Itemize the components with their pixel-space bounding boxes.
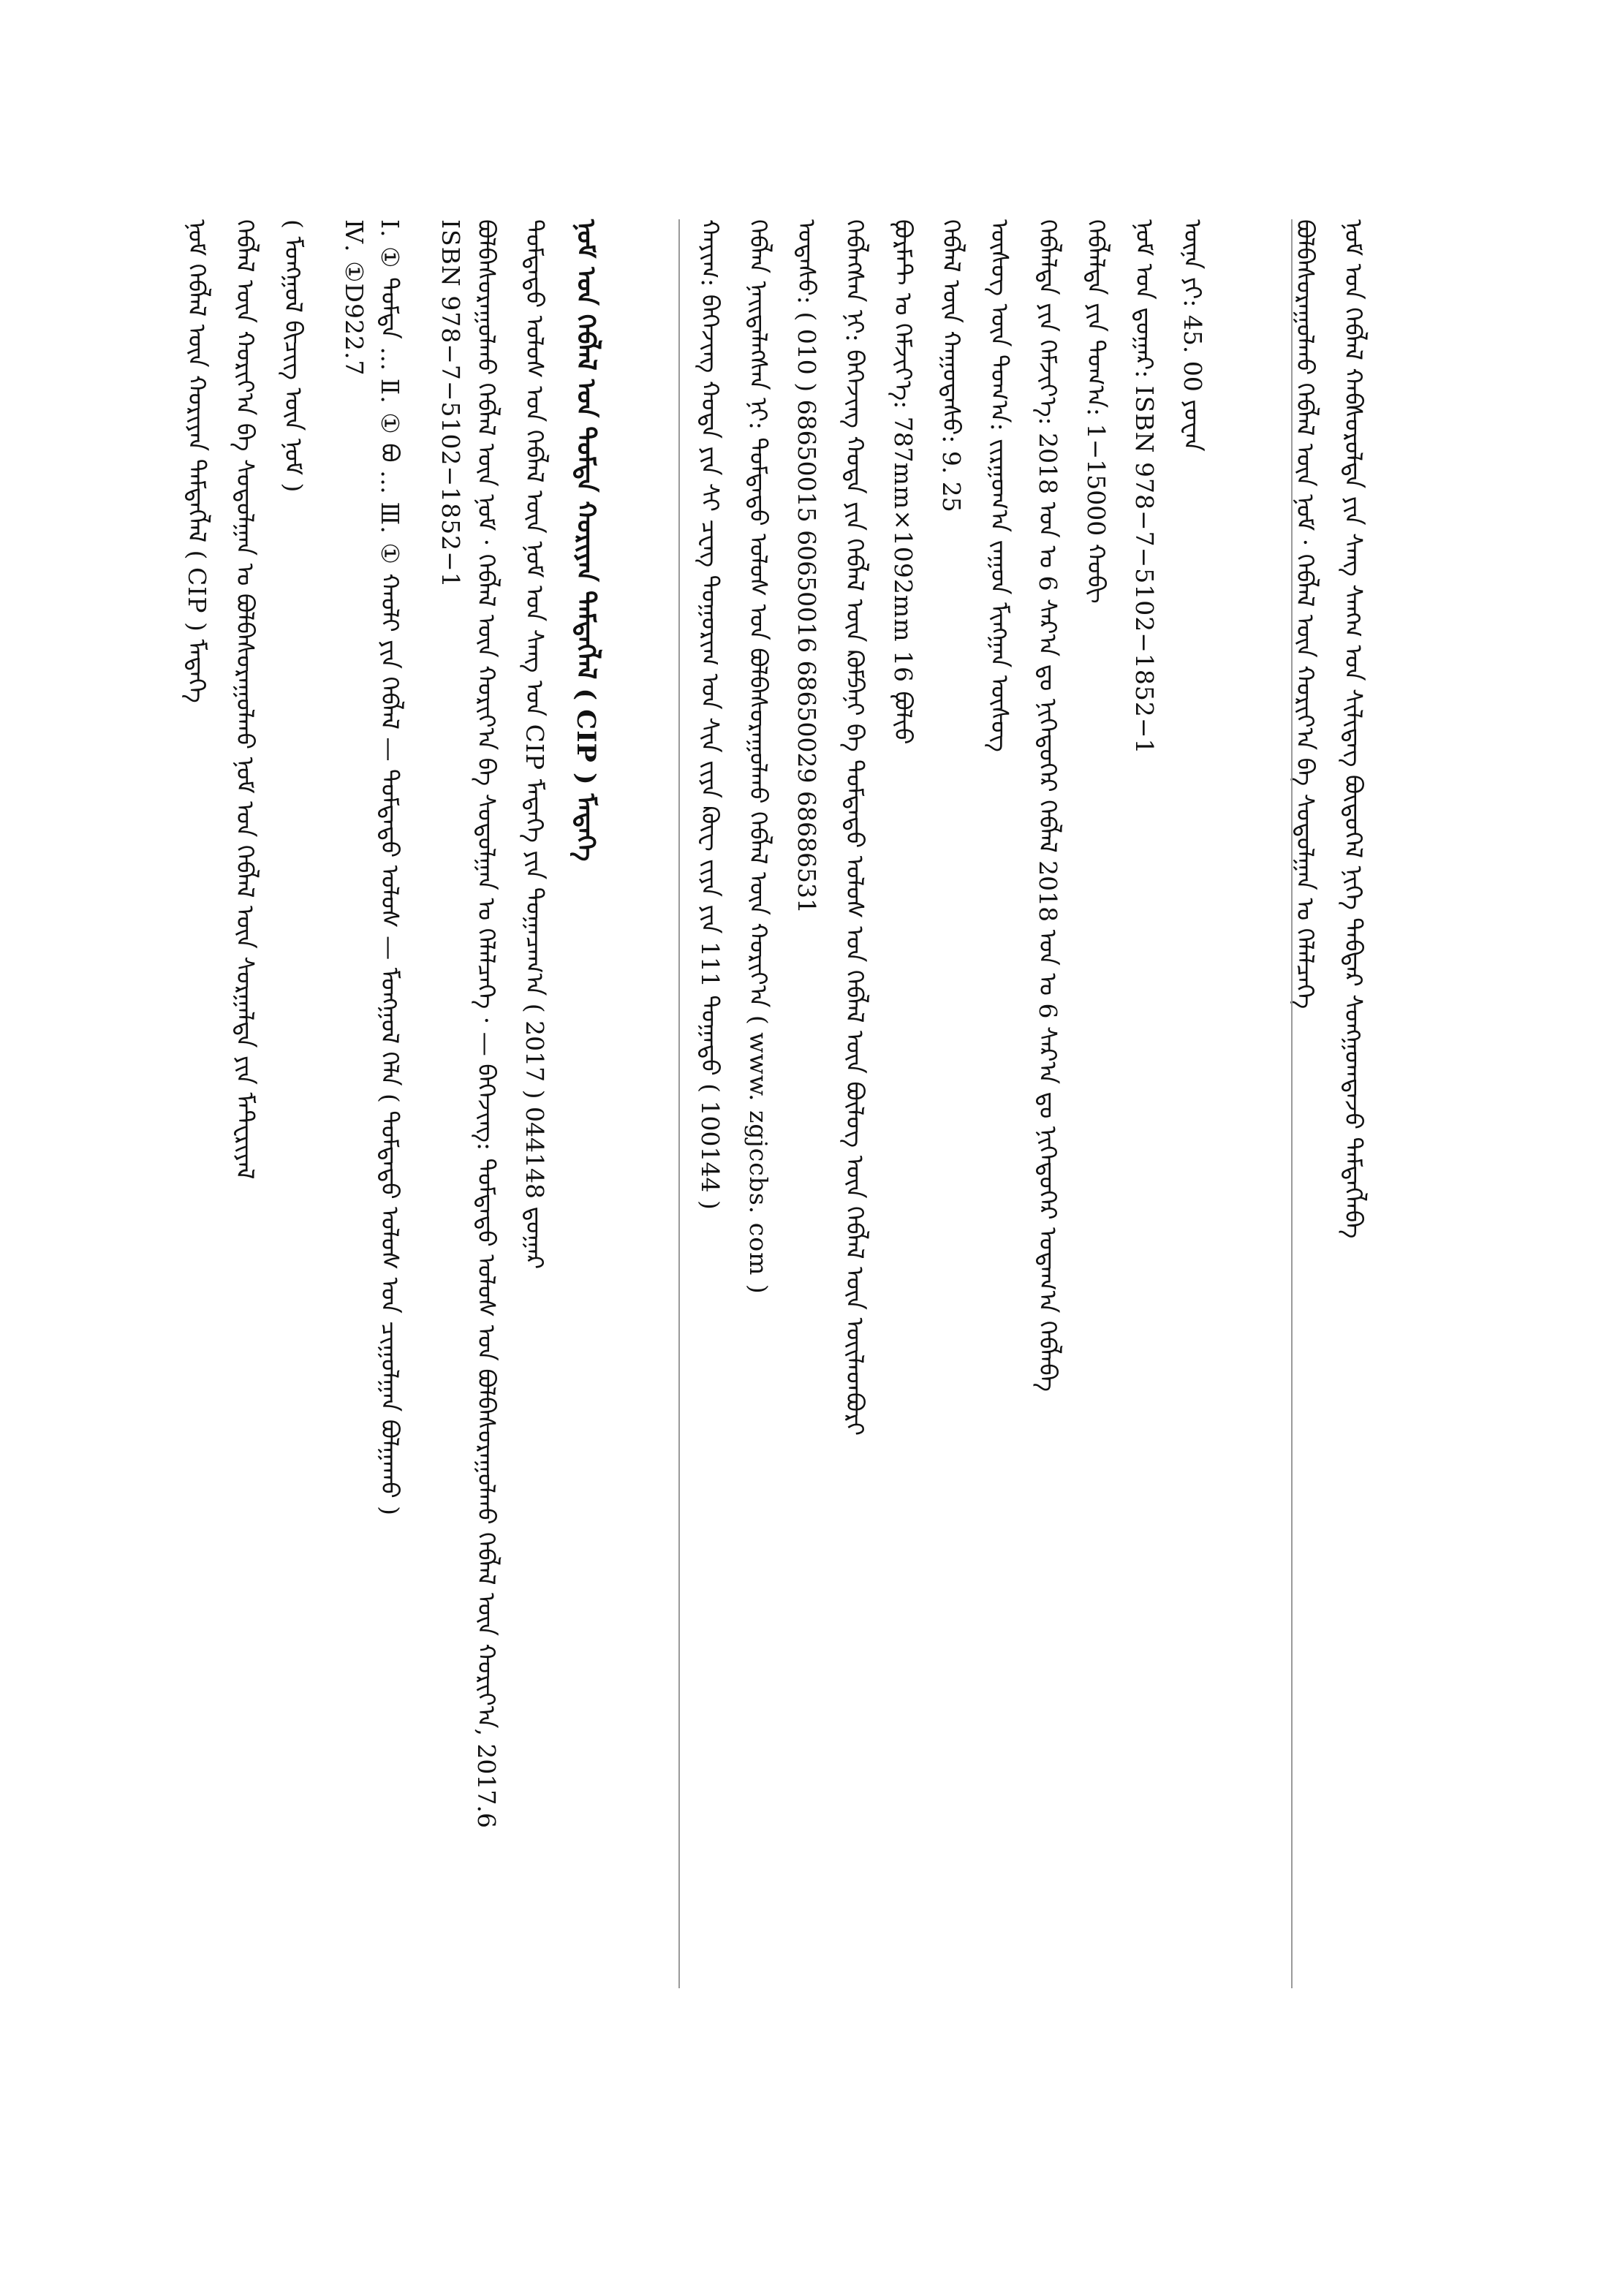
divider-bottom — [678, 219, 680, 1988]
footer-line-2: ᠨᠣᠮ ᠬᠡᠪᠯᠡᠯ ᠦᠨ ᠬᠣᠷᠢᠶᠠᠨ ᠲᠡᠮᠳᠡᠭᠯᠡᠯ ( CIP ) ᠮᠡᠳᠡᠭᠡ — [183, 219, 211, 703]
word-count-line: ᠦᠰᠦᠭ ᠦᠨ ᠲᠣᠭ᠎ᠠ: ᠵᠢᠷᠭᠤᠭ᠎ᠠ ᠵᠠᠭᠤᠨ ᠮᠢᠩᠭ᠋ᠠᠨ ᠦᠰᠦᠭ — [985, 219, 1014, 752]
series-title: ᠨᠣᠮ ᠤᠨ ᠬᠡᠪᠯᠡᠯ ᠬᠠᠪᠰᠤᠷᠤᠯᠲᠠ ᠶᠢᠨ ᠰᠠᠩ ᠰᠠᠩᠭ᠋ ᠤᠨ ᠰᠢᠯᠢᠳᠡᠭ ᠪᠦᠲᠦᠭᠡᠯ ᠨᠢᠭᠡ ᠳᠡᠪᠲᠡᠷ ᠰᠣᠩᠭ᠋ᠤᠭᠳᠠᠵᠤ ᠲᠡᠮᠳᠡᠭᠯᠡᠪᠡ — [1339, 219, 1368, 1239]
phone-line: ᠤᠲᠠᠰᠤ: ( 010 ) 68650015 60650016 68650029 68686531 — [792, 219, 821, 914]
cip-note-line: ( ᠮᠣᠩᠭ᠋ᠣᠯ ᠪᠢᠴᠢᠭ᠌ ᠦᠨ ᠨᠣᠮ ) — [279, 219, 308, 493]
sheets-line: ᠬᠡᠪᠯᠡᠯ ᠦᠨ ᠬᠠᠭᠤᠳᠠᠰᠤ: 9. 25 — [937, 219, 966, 512]
cip-isbn-line: ISBN 978−7−5102−1852−1 — [436, 219, 465, 588]
cip-catalog-line: ᠳᠤᠮᠳᠠᠳᠤ ᠤᠯᠤᠰ ᠤᠨ ᠬᠡᠪᠯᠡᠯ ᠦᠨ ᠨᠣᠮ ᠤᠨ ᠰᠠᠩ ᠤᠨ CIP ᠮᠡᠳᠡᠭᠡ ᠶᠢᠨ ᠲᠣᠭᠠᠴᠠᠭ᠎ᠠ ( 2017 ) 044148 ᠳ᠋ᠤᠭᠠᠷ — [521, 219, 549, 1270]
publisher-line: ᠬᠡᠪᠯᠡᠨ ᠨᠡᠢᠲᠡᠯᠡᠭᠰᠡᠨ ᠨᠢ: ᠳᠤᠮᠳᠠᠳᠤ ᠤᠯᠤᠰ ᠤᠨ ᠪᠣᠯᠪᠠᠰᠤᠷᠠᠭᠤᠯᠬᠤ ᠬᠡᠪᠯᠡᠯ ᠦᠨ ᠬᠣᠷᠢᠶ᠎ᠠ ( www. zgjccbs. com ) — [744, 219, 773, 1294]
price-line: ᠦᠨᠡ ᠶᠢ: 45. 00 ᠶᠤᠸᠠᠨ — [1179, 219, 1207, 452]
cip-subject-line: Ⅰ. ① ᠳᠤᠮᠳᠠ … Ⅱ. ① ᠪᠣ … Ⅲ. ① ᠬᠠᠤᠯᠢ ᠶᠢᠨ ᠬᠡᠪᠯᠡᠯ — ᠳᠤᠮᠳᠠᠳᠤ ᠤᠯᠤᠰ — ᠮᠣᠩᠭ᠋ᠣᠯ ᠬᠡᠯᠡ ( ᠳᠤᠮᠳᠠᠳᠤ ᠤᠯᠤᠰ ᠤᠨ ᠴᠢᠭᠤᠯᠭ᠋ᠠᠨ ᠪᠣᠯᠭᠠᠬᠤ ) — [376, 219, 404, 1516]
isbn-line: ᠨᠣᠮ ᠤᠨ ᠳ᠋ᠤᠭᠠᠷ: ISBN 978−7−5102−1852−1 — [1130, 219, 1159, 755]
edition-line: ᠬᠡᠪᠯᠡᠯᠲᠡ ᠶᠢᠨ ᠬᠡᠮᠵᠢᠶ᠎ᠡ: 2018 ᠣᠨ ᠤ 6 ᠰᠠᠷ᠎ᠠ ᠳᠤ ᠨᠢᠭᠡᠳᠦᠭᠡᠷ ᠬᠡᠪᠯᠡᠯ 2018 ᠣᠨ ᠤ 6 ᠰᠠᠷ᠎ᠠ ᠳᠤ ᠨᠢᠭᠡᠳᠦᠭᠡᠷ ᠤᠳᠠᠭ᠎ᠠ ᠬᠡᠪᠯᠡᠪᠡ — [1034, 219, 1062, 1392]
cip-title-line: ᠪᠣᠯᠪᠠᠰᠤᠷᠠᠭᠤᠯᠬᠤ ᠬᠡᠪᠯᠡᠯ ᠦᠨ ᠨᠣᠮ · ᠬᠡᠪᠯᠡᠯ ᠦᠨ ᠬᠣᠷᠢᠶ᠎ᠠ ᠪᠠ ᠰᠤᠳᠤᠯᠭ᠋ᠠᠨ ᠤ ᠬᠡᠯᠡᠯᠴᠡᠭᠡ · — ᠪᠡᠭᠡᠵᠢᠩ: ᠳᠤᠮᠳᠠᠳᠤ ᠤᠯᠤᠰ ᠤᠨ ᠪᠣᠯᠪᠠᠰᠤᠷᠠᠭᠤᠯᠬᠤ ᠬᠡᠪᠯᠡᠯ ᠦᠨ ᠬᠣᠷᠢᠶ᠎ᠠ, 2017.6 — [472, 219, 501, 1828]
cip-class-line: Ⅳ. ①D922.7 — [340, 219, 368, 376]
divider-top — [1291, 219, 1293, 1988]
printer-line: ᠬᠡᠪᠯᠡᠭᠰᠡᠨ ᠨᠢ: ᠪᠡᠭᠡᠵᠢᠩ ᠬᠣᠲᠠ ᠶᠢᠨ ᠬᠡᠪᠯᠡᠯ ᠦᠨ ᠺᠣᠮᠫᠠᠨᠢ ᠪᠠ ᠳᠤᠮᠳᠠᠳᠤ ᠤᠯᠤᠰ ᠤᠨ ᠬᠡᠪᠯᠡᠯ ᠦᠨ ᠪᠦᠯᠦᠭ ᠦᠨ ᠬᠡᠪᠯᠡᠯ ᠦᠨ ᠦᠢᠯᠡᠳᠪᠦᠷᠢ — [841, 219, 869, 1436]
address-line: ᠬᠠᠶᠢᠭ: ᠪᠡᠭᠡᠵᠢᠩ ᠬᠣᠲᠠ ᠶᠢᠨ ᠰᠢ ᠴᠸᠩ ᠲᠣᠭᠣᠷᠢᠭ ᠤᠨ ᠰᠢᠨ ᠵᠢᠶᠡ ᠺᠦᠸ ᠵᠢᠶᠡ ᠶᠢᠨ 111 ᠲᠣᠭᠠᠲᠤ ( 100144 ) — [696, 219, 725, 1210]
print-run-line: ᠬᠡᠪᠯᠡᠯᠲᠡ ᠶᠢᠨ ᠲᠣᠭ᠎ᠠ: 1−15000 ᠬᠤᠪᠢ — [1082, 219, 1111, 604]
format-line: ᠹᠤᠷᠮᠠᠲ ᠤ ᠬᠡᠮᠵᠢᠶ᠎ᠡ: 787mm×1092mm 16 ᠹᠣᠯᠢᠣ — [889, 219, 918, 745]
footer-line-1: ᠬᠡᠪᠯᠡᠯ ᠦᠨ ᠬᠣᠷᠢᠶ᠎ᠠ ᠪᠠ ᠰᠤᠳᠤᠯᠭ᠋ᠠᠨ ᠤ ᠪᠣᠯᠪᠠᠰᠤᠷᠠᠭᠤᠯᠬᠤ ᠨᠣᠮ ᠤᠨ ᠬᠡᠪᠯᠡᠯ ᠦᠨ ᠰᠤᠷᠭᠠᠯᠲᠠ ᠶᠢᠨ ᠮᠠᠲ᠋ᠧᠷᠢᠶᠠᠯ — [231, 219, 260, 1180]
book-title-line: ᠪᠣᠯᠪᠠᠰᠤᠷᠠᠭᠤᠯᠬᠤ ᠬᠡᠪᠯᠡᠯ ᠦᠨ ᠨᠣᠮ · ᠬᠡᠪᠯᠡᠯ ᠦᠨ ᠬᠣᠷᠢᠶ᠎ᠠ ᠪᠠ ᠰᠤᠳᠤᠯᠭ᠋ᠠᠨ ᠤ ᠬᠡᠯᠡᠯᠴᠡᠭᠡ — [1291, 219, 1320, 1009]
cip-heading: ᠨᠣᠮ ᠤᠨ ᠬᠡᠪᠯᠡᠯ ᠤᠨ ᠳᠤᠮᠳᠠ ᠬᠣᠷᠢᠶᠠᠨ ᠲᠡᠮᠳᠡᠭᠯᠡᠯ ( CIP ) ᠮᠡᠳᠡᠭᠡ — [571, 219, 601, 862]
